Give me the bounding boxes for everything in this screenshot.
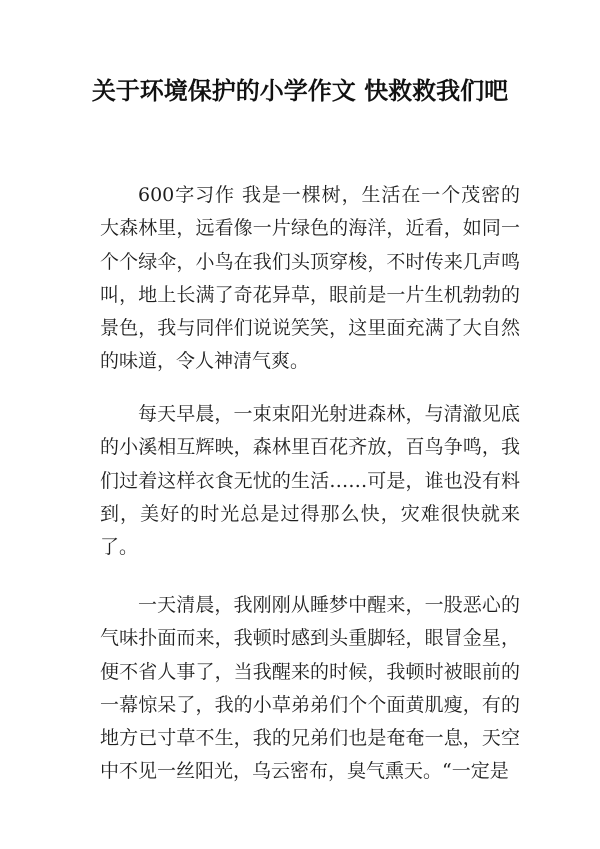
paragraph-3: 一天清晨，我刚刚从睡梦中醒来，一股恶心的气味扑面而来，我顿时感到头重脚轻，眼冒金星，便不省人事了，当我醒来的时候，我顿时被眼前的一幕惊呆了，我的小草弟弟们个个面黄肌瘦，有的地方已寸草不生，我的兄弟们也是奄奄一息，天空中不见一丝阳光，乌云密布，臭气熏天。“一定是 [100,594,520,783]
paragraph-1: 600字习作 我是一棵树，生活在一个茂密的大森林里，远看像一片绿色的海洋，近看，如同一个个绿伞，小鸟在我们头顶穿梭，不时传来几声鸣叫，地上长满了奇花异草，眼前是一片生机勃勃的景色，我与同伴们说说笑笑，这里面充满了大自然的味道，令人神清气爽。 [100,184,520,373]
document-title: 关于环境保护的小学作文 快救救我们吧 [91,77,509,105]
paragraph-2: 每天早晨，一束束阳光射进森林，与清澈见底的小溪相互辉映，森林里百花齐放，百鸟争鸣，我们过着这样衣食无忧的生活……可是，谁也没有料到，美好的时光总是过得那么快，灾难很快就来了。 [100,403,520,559]
